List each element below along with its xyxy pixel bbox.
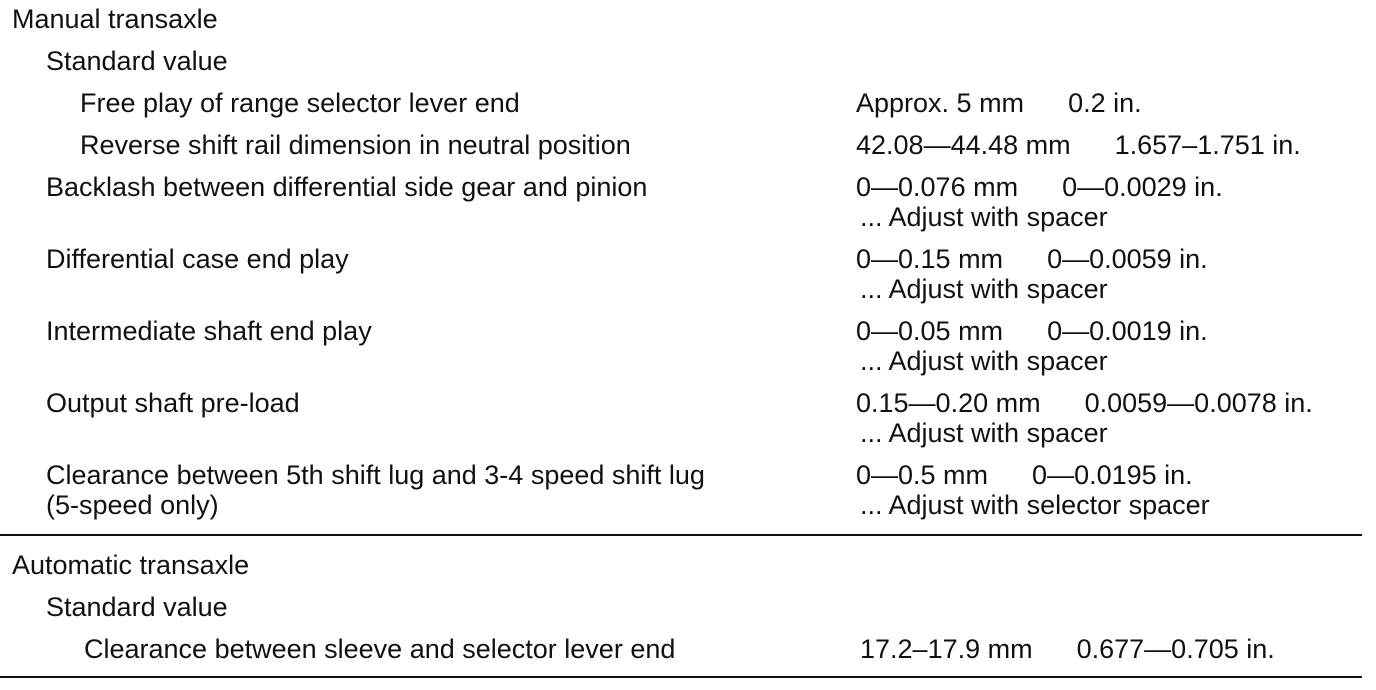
- spec-label-sleeve-clearance: Clearance between sleeve and selector lever end: [84, 634, 676, 664]
- spec-note-intermediate-shaft: ... Adjust with spacer: [860, 346, 1108, 376]
- imperial-value: 0—0.0019 in.: [1047, 316, 1208, 346]
- spec-value-reverse-shift-rail: [856, 130, 1301, 160]
- spec-value-shift-lug-clearance: [856, 460, 1193, 490]
- spec-label-backlash: Backlash between differential side gear and pinion: [46, 172, 648, 202]
- spec-note-shift-lug-clearance: ... Adjust with selector spacer: [860, 490, 1210, 520]
- manual-transaxle-heading: Manual transaxle: [12, 4, 218, 34]
- metric-value: 0—0.15 mm: [856, 244, 1004, 274]
- metric-value: 0—0.05 mm: [856, 316, 1004, 346]
- imperial-value: 0—0.0029 in.: [1062, 172, 1223, 202]
- spec-value-diff-case-end-play: [856, 244, 1208, 274]
- spec-label-reverse-shift-rail: Reverse shift rail dimension in neutral position: [80, 130, 631, 160]
- spec-value-output-shaft: [856, 388, 1313, 418]
- metric-value: 0—0.076 mm: [856, 172, 1019, 202]
- metric-value: 0—0.5 mm: [856, 460, 989, 490]
- imperial-value: 0.677—0.705 in.: [1076, 634, 1275, 664]
- spec-note-backlash: ... Adjust with spacer: [860, 202, 1108, 232]
- imperial-value: 0—0.0059 in.: [1047, 244, 1208, 274]
- automatic-transaxle-heading: Automatic transaxle: [12, 550, 250, 580]
- bottom-rule: [0, 676, 1362, 678]
- imperial-value: 0.2 in.: [1068, 88, 1142, 118]
- spec-label-diff-case-end-play: Differential case end play: [46, 244, 349, 274]
- imperial-value: 0.0059—0.0078 in.: [1084, 388, 1313, 418]
- spec-value-intermediate-shaft: [856, 316, 1208, 346]
- spec-value-sleeve-clearance: [860, 634, 1275, 664]
- metric-value: 42.08—44.48 mm: [856, 130, 1071, 160]
- metric-value: 17.2–17.9 mm: [860, 634, 1033, 664]
- imperial-value: 0—0.0195 in.: [1032, 460, 1193, 490]
- imperial-value: 1.657–1.751 in.: [1114, 130, 1301, 160]
- metric-value: 0.15—0.20 mm: [856, 388, 1041, 418]
- section-divider: [0, 534, 1362, 536]
- spec-label-free-play: Free play of range selector lever end: [80, 88, 520, 118]
- spec-value-backlash: [856, 172, 1223, 202]
- automatic-standard-value-label: Standard value: [46, 592, 228, 622]
- spec-label-output-shaft: Output shaft pre-load: [46, 388, 300, 418]
- spec-label-shift-lug-clearance: Clearance between 5th shift lug and 3-4 speed shift lug: [46, 460, 705, 490]
- spec-note-output-shaft: ... Adjust with spacer: [860, 418, 1108, 448]
- spec-value-free-play: [856, 88, 1142, 118]
- spec-label-shift-lug-clearance-note: (5-speed only): [46, 490, 219, 520]
- manual-standard-value-label: Standard value: [46, 46, 228, 76]
- spec-label-intermediate-shaft: Intermediate shaft end play: [46, 316, 372, 346]
- spec-note-diff-case-end-play: ... Adjust with spacer: [860, 274, 1108, 304]
- metric-value: Approx. 5 mm: [856, 88, 1025, 118]
